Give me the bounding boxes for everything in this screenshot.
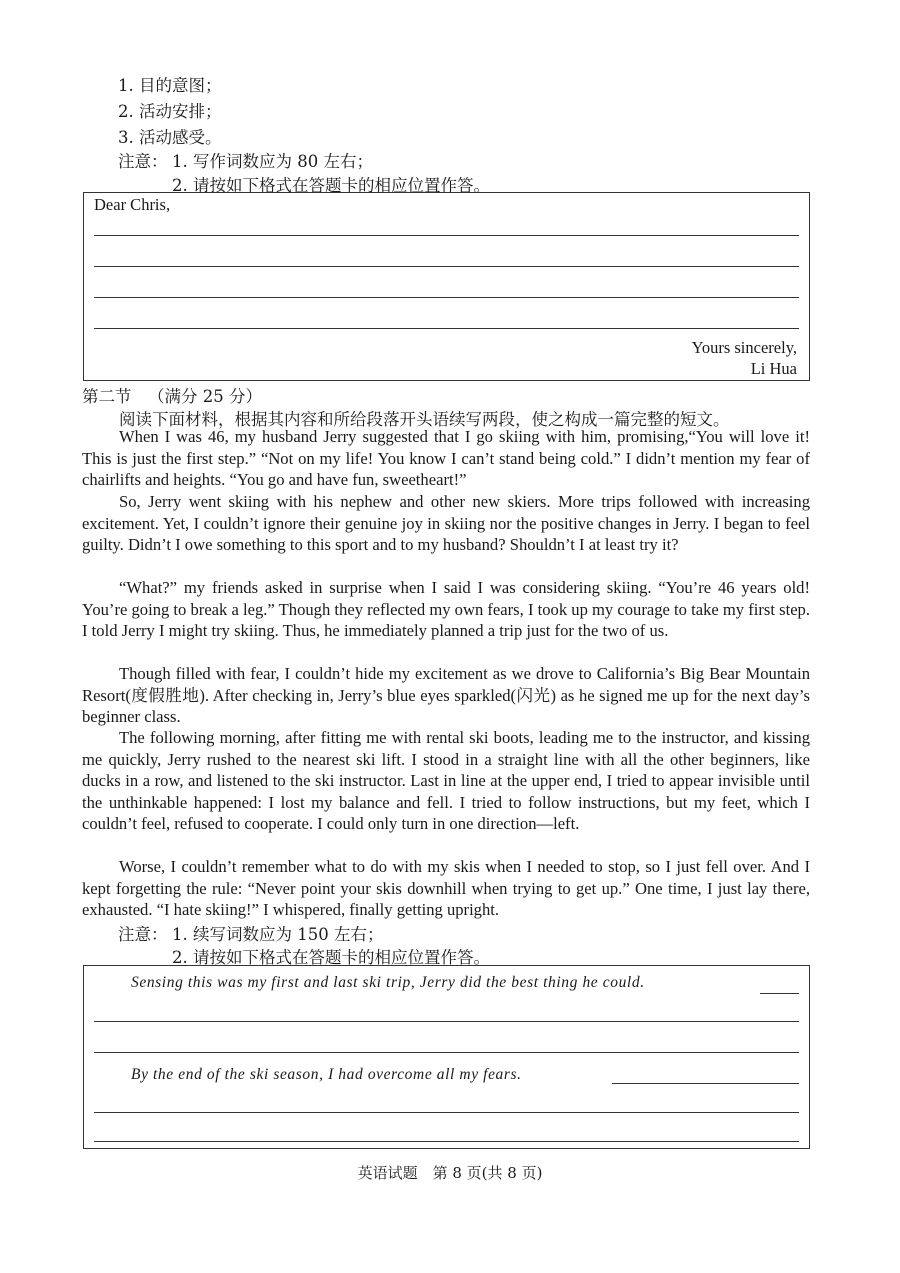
- answer-line: [94, 1052, 799, 1053]
- answer-line: [94, 1021, 799, 1022]
- page-footer: 英语试题 第 8 页(共 8 页): [357, 1164, 543, 1182]
- passage-paragraph-1: When I was 46, my husband Jerry suggested that I go skiing with him, promising,“You will love it! This is just the first step.” “Not on my life! You know I can’t stand being cold.” I didn’t mention my fear of chairlifts and heights. “You go and have fun, sweetheart!”: [82, 427, 810, 490]
- answer-line: [94, 1112, 799, 1113]
- notes2-item-2: 2. 请按如下格式在答题卡的相应位置作答。: [172, 948, 490, 967]
- section2-score: （满分 25 分）: [148, 387, 262, 406]
- section2-title: 第二节: [82, 387, 132, 406]
- passage-paragraph-5: The following morning, after fitting me with rental ski boots, leading me to the instructor, and kissing me quickly, Jerry rushed to the nearest ski lift. I stood in a straight line with all the other beginners, like ducks in a row, and listened to the ski instructor. Last in line at the upper end, I tried to appear invisible until the unthinkable happened: I lost my balance and fell. I tried to follow instructions, but my feet, which I couldn’t feel, refused to cooperate. I could only turn in one direction—left.: [82, 728, 810, 834]
- point-1: 1. 目的意图；: [118, 76, 222, 95]
- letter-answer-box[interactable]: [83, 192, 810, 381]
- passage-paragraph-3: “What?” my friends asked in surprise when I said I was considering skiing. “You’re 46 years old! You’re going to break a leg.” Though they reflected my own fears, I took up my courage to take my first step. I told Jerry I might try skiing. Thus, he immediately planned a trip just for the two of us.: [82, 578, 810, 641]
- essay-prompt-2: By the end of the ski season, I had overcome all my fears.: [131, 1066, 522, 1083]
- point-3: 3. 活动感受。: [118, 128, 222, 147]
- passage-paragraph-4: Though filled with fear, I couldn’t hide my excitement as we drove to California’s Big Bear Mountain Resort(度假胜地). After checking in, Jerry’s blue eyes sparkled(闪光) as he signed me up for the next day’s beginner class.: [82, 664, 810, 727]
- passage-paragraph-2: So, Jerry went skiing with his nephew and other new skiers. More trips followed with increasing excitement. Yet, I couldn’t ignore their genuine joy in skiing nor the positive changes in Jerry. I began to feel guilty. Didn’t I owe something to this sport and to my husband? Shouldn’t I at least try it?: [82, 492, 810, 555]
- answer-line: [760, 993, 799, 994]
- notes2-item-1: 1. 续写词数应为 150 左右；: [172, 925, 384, 944]
- answer-line: [94, 266, 799, 267]
- letter-signature: Li Hua: [750, 359, 797, 378]
- answer-line: [612, 1083, 799, 1084]
- answer-line: [94, 328, 799, 329]
- continuation-answer-box[interactable]: [83, 965, 810, 1149]
- answer-line: [94, 1141, 799, 1142]
- section2-instruction: 阅读下面材料，根据其内容和所给段落开头语续写两段，使之构成一篇完整的短文。: [119, 410, 730, 429]
- answer-line: [94, 235, 799, 236]
- notes1-item-1: 1. 写作词数应为 80 左右；: [172, 152, 373, 171]
- letter-greeting: Dear Chris,: [94, 195, 171, 214]
- answer-line: [94, 297, 799, 298]
- point-2: 2. 活动安排；: [118, 102, 222, 121]
- letter-closing: Yours sincerely,: [691, 338, 797, 357]
- notes2-label: 注意：: [118, 925, 168, 944]
- notes1-item-2: 2. 请按如下格式在答题卡的相应位置作答。: [172, 176, 490, 195]
- essay-prompt-1: Sensing this was my first and last ski trip, Jerry did the best thing he could.: [131, 974, 645, 991]
- notes1-label: 注意：: [118, 152, 168, 171]
- passage-paragraph-6: Worse, I couldn’t remember what to do with my skis when I needed to stop, so I just fell over. And I kept forgetting the rule: “Never point your skis downhill when trying to get up.” One time, I just lay there, exhausted. “I hate skiing!” I whispered, finally getting upright.: [82, 857, 810, 920]
